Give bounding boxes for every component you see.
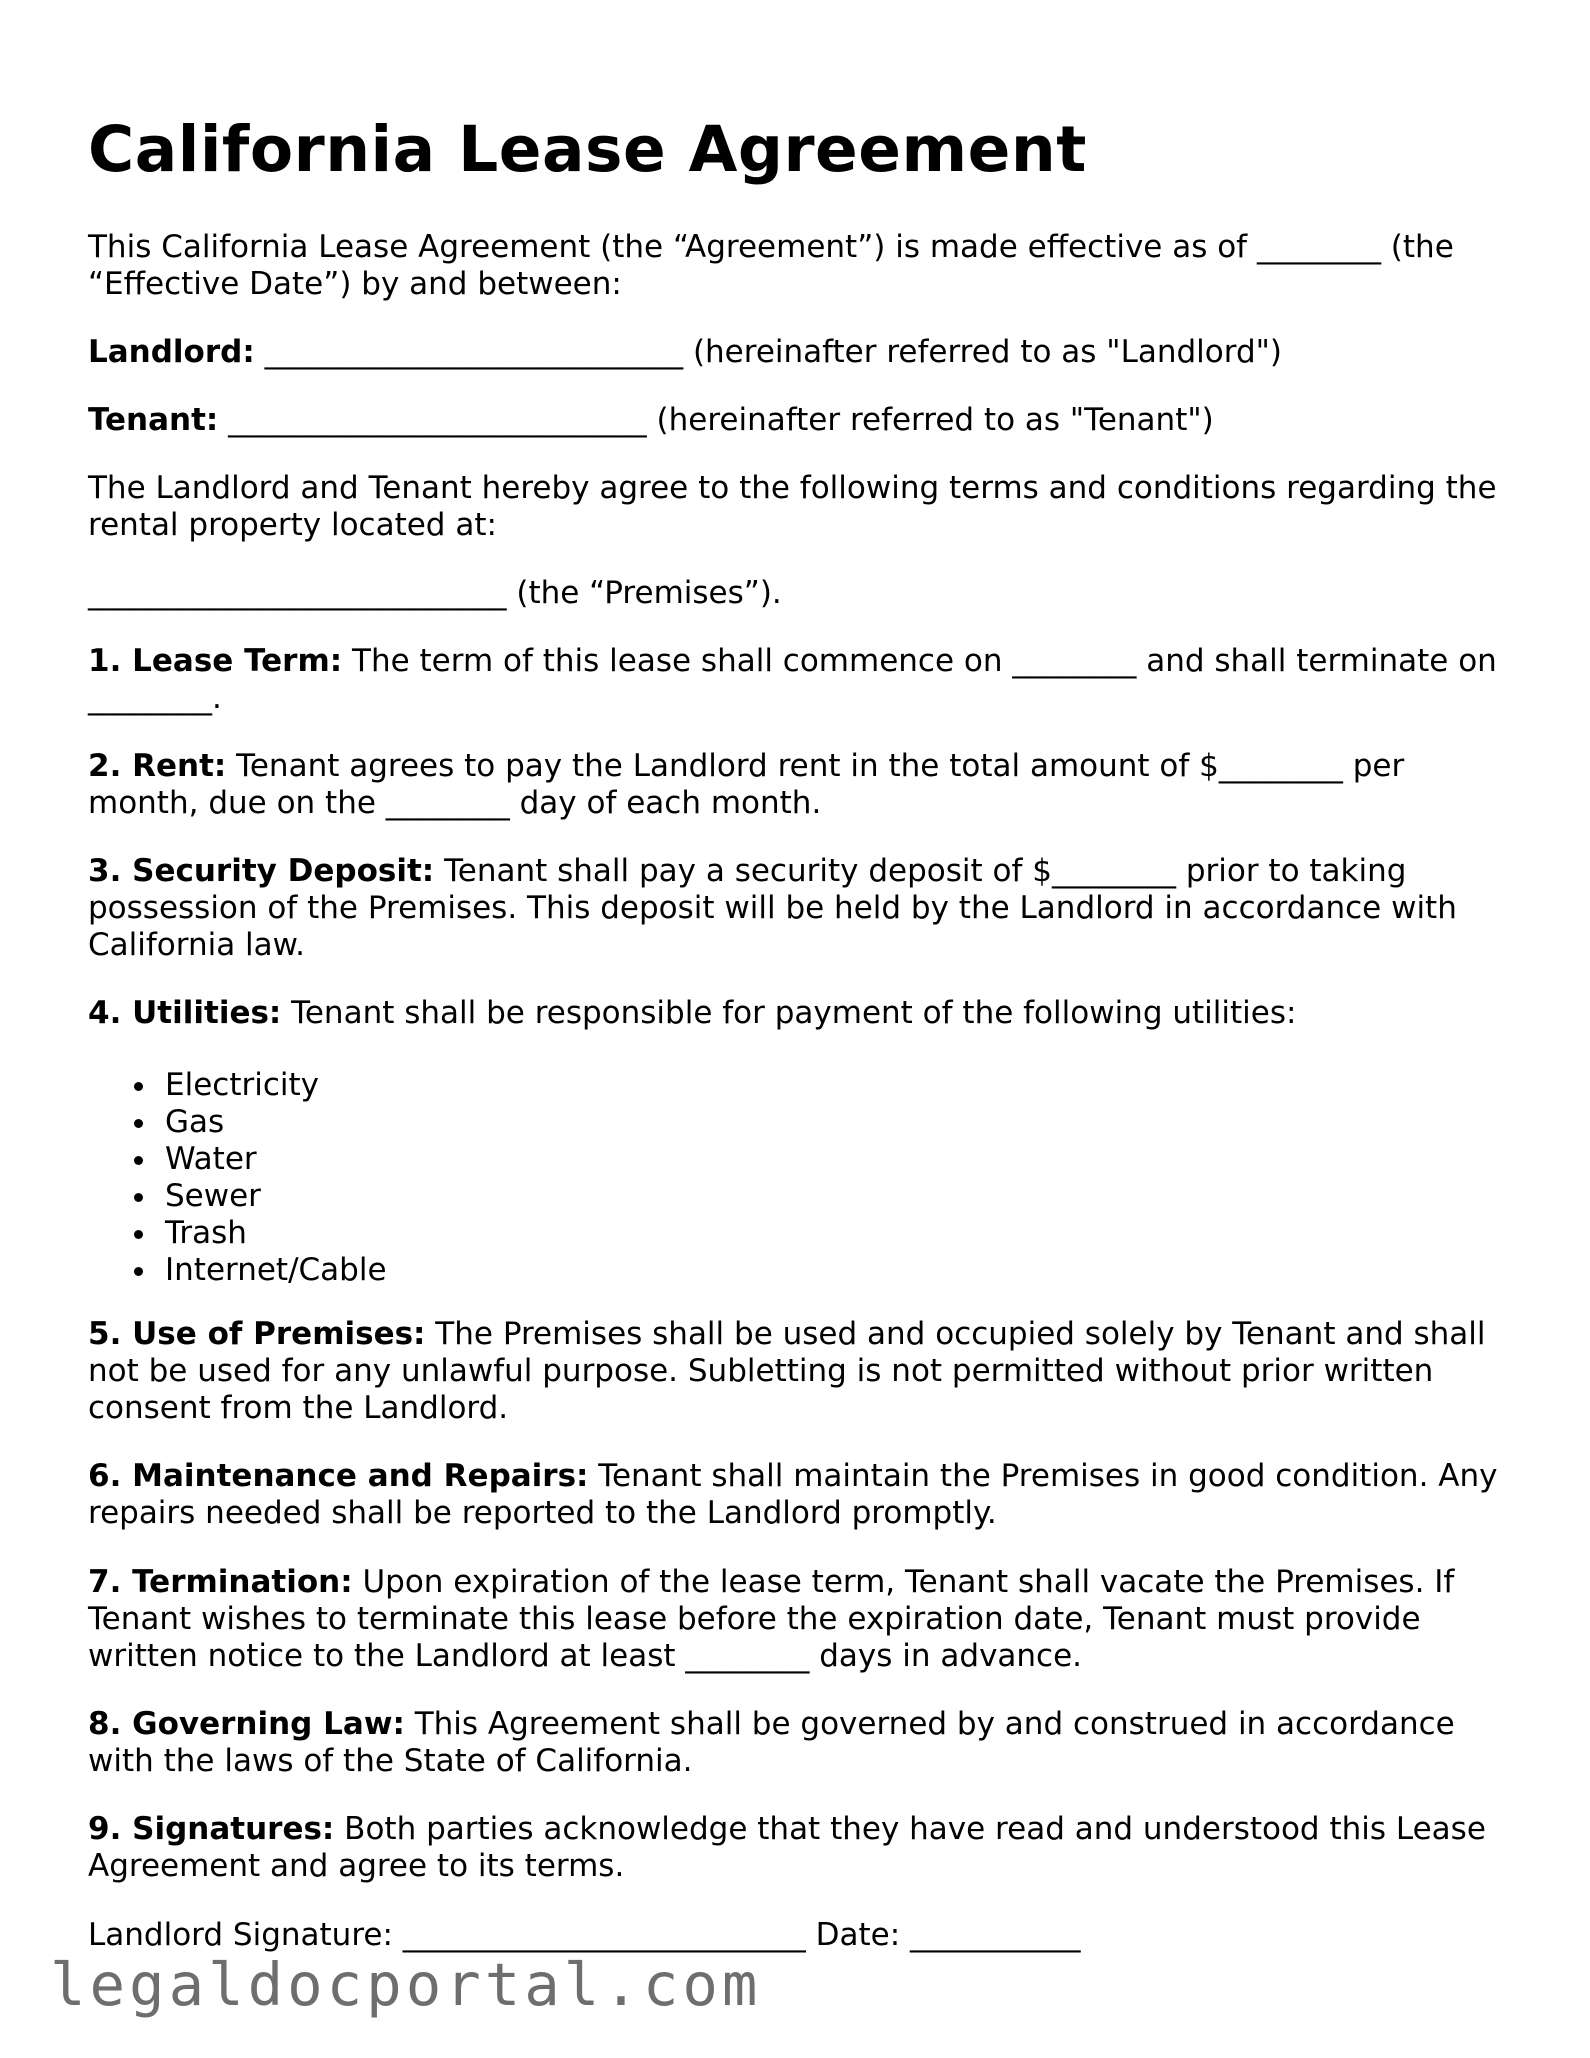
section-termination bbox=[88, 1564, 1518, 1675]
section-security-deposit bbox=[88, 853, 1518, 964]
list-item: Internet/Cable bbox=[165, 1252, 387, 1288]
section-rent bbox=[88, 748, 1518, 822]
section-label: 1. Lease Term: bbox=[88, 643, 343, 679]
tenant-text: ___________________________ (hereinafter referred to as "Tenant") bbox=[218, 402, 1214, 438]
tenant-line bbox=[88, 402, 1518, 439]
list-item: Electricity bbox=[165, 1067, 387, 1104]
landlord-text: ___________________________ (hereinafter referred to as "Landlord") bbox=[254, 334, 1282, 370]
section-text: Tenant shall pay a security deposit of $________ prior to taking possession of the Premises. This deposit will be held by the Landlord in accordance with California law. bbox=[88, 853, 1457, 963]
site-watermark: legaldocportal.com bbox=[50, 1950, 762, 2019]
list-item: Trash bbox=[165, 1215, 387, 1252]
section-label: 2. Rent: bbox=[88, 748, 227, 784]
section-label: 8. Governing Law: bbox=[88, 1706, 405, 1742]
list-item: Sewer bbox=[165, 1178, 387, 1215]
section-use-of-premises bbox=[88, 1316, 1518, 1427]
section-utilities bbox=[88, 995, 1518, 1032]
section-text: Tenant shall be responsible for payment of the following utilities: bbox=[281, 995, 1297, 1031]
section-maintenance bbox=[88, 1458, 1518, 1532]
list-item: Water bbox=[165, 1141, 387, 1178]
section-label: 6. Maintenance and Repairs: bbox=[88, 1458, 589, 1494]
list-item: Gas bbox=[165, 1104, 387, 1141]
section-label: 4. Utilities: bbox=[88, 995, 282, 1031]
section-text: The Premises shall be used and occupied solely by Tenant and shall not be used for any unlawful purpose. Subletting is not permitted without prior written consent from the Landlord. bbox=[88, 1316, 1486, 1426]
tenant-label: Tenant: bbox=[88, 402, 219, 438]
agreement-paragraph: The Landlord and Tenant hereby agree to the following terms and conditions regarding the rental property located at: bbox=[88, 470, 1497, 543]
utilities-list bbox=[88, 1067, 387, 1289]
section-text: Both parties acknowledge that they have read and understood this Lease Agreement and agree to its terms. bbox=[88, 1811, 1486, 1884]
section-text: Upon expiration of the lease term, Tenant shall vacate the Premises. If Tenant wishes to terminate this lease before the expiration date, Tenant must provide written notice to the Landlord at least ________ days in advance. bbox=[88, 1564, 1455, 1674]
premises-line: ___________________________ (the “Premises”). bbox=[88, 575, 782, 611]
section-governing-law bbox=[88, 1706, 1518, 1780]
section-lease-term bbox=[88, 643, 1518, 717]
section-label: 7. Termination: bbox=[88, 1564, 353, 1600]
section-label: 5. Use of Premises: bbox=[88, 1316, 426, 1352]
section-text: Tenant agrees to pay the Landlord rent in the total amount of $________ per month, due on the ________ day of each month. bbox=[88, 748, 1405, 821]
section-signatures bbox=[88, 1811, 1518, 1885]
intro-paragraph: This California Lease Agreement (the “Agreement”) is made effective as of ________ (the “Effective Date”) by and between: bbox=[88, 229, 1454, 302]
document-title: California Lease Agreement bbox=[88, 113, 1087, 186]
section-text: The term of this lease shall commence on ________ and shall terminate on ________. bbox=[88, 643, 1497, 716]
section-text: This Agreement shall be governed by and construed in accordance with the laws of the State of California. bbox=[88, 1706, 1455, 1779]
signature-line: Landlord Signature: __________________________ Date: ___________ bbox=[88, 1917, 1081, 1953]
landlord-label: Landlord: bbox=[88, 334, 255, 370]
landlord-line bbox=[88, 334, 1518, 371]
section-text: Tenant shall maintain the Premises in good condition. Any repairs needed shall be reported to the Landlord promptly. bbox=[88, 1458, 1498, 1531]
section-label: 3. Security Deposit: bbox=[88, 853, 435, 889]
section-label: 9. Signatures: bbox=[88, 1811, 335, 1847]
